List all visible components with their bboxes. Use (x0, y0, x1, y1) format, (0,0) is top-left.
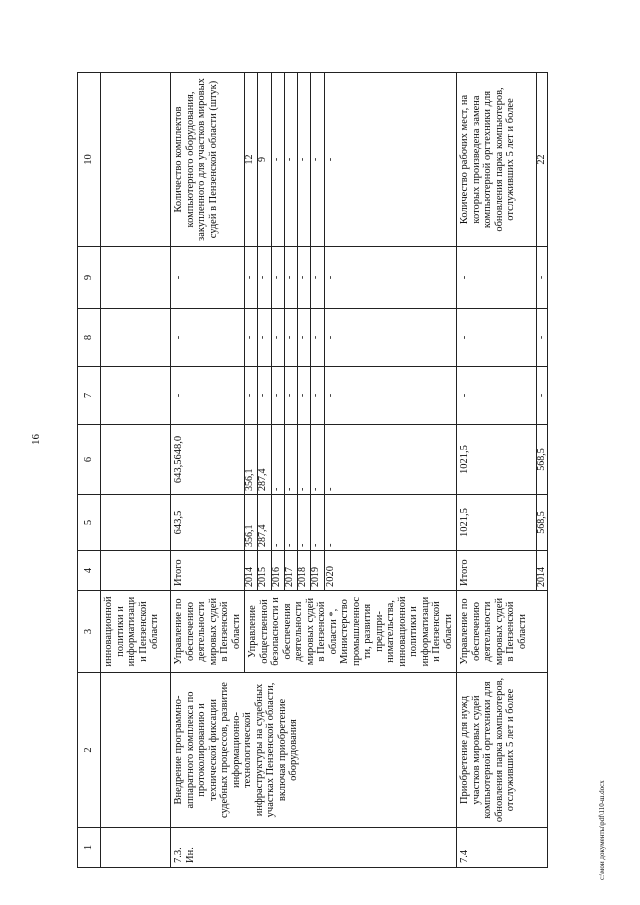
carry-over-row (101, 73, 171, 868)
column-header: 8 (78, 309, 101, 367)
value: - (311, 309, 324, 367)
value: - (271, 425, 284, 495)
value: - (271, 247, 284, 309)
total-value: 1021,5 (457, 495, 537, 551)
measure-description: Приобретение для нужд участков мировых судей компьютерной оргтехники для обновления парка компьютеров, отслуживших 5 лет и более (457, 673, 548, 828)
executor: Управление по обеспечению деятельности мировых судей в Пензенской области (457, 591, 548, 673)
value: - (271, 367, 284, 425)
value: - (245, 367, 258, 425)
value: - (311, 73, 324, 247)
value: - (245, 247, 258, 309)
value: - (298, 309, 311, 367)
year: 2016 (271, 551, 284, 591)
value: - (537, 247, 548, 309)
indicator: Количество рабочих мест, на которых произведена замена компьютерной оргтехники для обновления парка компьютеров, отслуживших 5 лет и более (457, 73, 537, 247)
value: 356,1 (245, 495, 258, 551)
total-value: 1021,5 (457, 425, 537, 495)
table-row (171, 73, 245, 868)
value: - (284, 367, 297, 425)
measure-description: Внедрение программно-аппаратного комплекса по протоколированию и технической фиксации судебных процессов, развитие информационно-технологической инфраструктуры на судебных участках Пензенской области, включая приобретение оборудования (171, 673, 457, 828)
value: 568,5 (537, 425, 548, 495)
rotated-page-content (77, 73, 597, 868)
year: 2014 (245, 551, 258, 591)
file-path-footer: c:\мои документы\pdf\110-ш.docx (598, 780, 606, 880)
value: - (324, 309, 457, 367)
value: 9 (258, 73, 271, 247)
value: - (298, 73, 311, 247)
column-header: 9 (78, 247, 101, 309)
total-label: Итого (457, 551, 537, 591)
value: - (324, 73, 457, 247)
total-value: - (171, 367, 245, 425)
column-header: 3 (78, 591, 101, 673)
year: 2015 (258, 551, 271, 591)
program-measures-table (77, 72, 548, 868)
value: - (271, 73, 284, 247)
year: 2020 (324, 551, 457, 591)
value: - (284, 309, 297, 367)
total-label: Итого (171, 551, 245, 591)
table-row (457, 73, 537, 868)
value: - (324, 367, 457, 425)
total-value: - (171, 309, 245, 367)
value: - (311, 425, 324, 495)
year: 2014 (537, 551, 548, 591)
value: 22 (537, 73, 548, 247)
value: - (537, 367, 548, 425)
value: - (245, 309, 258, 367)
value: - (258, 247, 271, 309)
page-number: 16 (30, 434, 42, 445)
value: - (271, 309, 284, 367)
row-number: 7.3. Ин. (171, 828, 457, 868)
row-number: 7.4 (457, 828, 548, 868)
value: 568,5 (537, 495, 548, 551)
year: 2018 (298, 551, 311, 591)
value: - (324, 425, 457, 495)
value: 12 (245, 73, 258, 247)
year: 2017 (284, 551, 297, 591)
total-value: - (457, 247, 537, 309)
carry-over-executor: инновационной политики и информатизации Пензенской области (101, 591, 171, 673)
value: - (284, 73, 297, 247)
total-value: - (457, 309, 537, 367)
value: 287,4 (258, 425, 271, 495)
value: - (311, 247, 324, 309)
executor: Управление по обеспечению деятельности мировых судей в Пензенской области (171, 591, 245, 673)
column-header: 10 (78, 73, 101, 247)
column-header: 2 (78, 673, 101, 828)
column-header: 1 (78, 828, 101, 868)
value: - (324, 247, 457, 309)
value: - (284, 247, 297, 309)
value: - (258, 367, 271, 425)
value: 356,1 (245, 425, 258, 495)
value: - (311, 495, 324, 551)
value: - (271, 495, 284, 551)
value: - (311, 367, 324, 425)
column-header: 4 (78, 551, 101, 591)
value: 287,4 (258, 495, 271, 551)
column-number-row (78, 73, 101, 868)
value: - (324, 495, 457, 551)
year: 2019 (311, 551, 324, 591)
total-value: 643,5 (171, 495, 245, 551)
total-value: 643,5648,0 (171, 425, 245, 495)
value: - (284, 425, 297, 495)
indicator: Количество комплектов компьютерного оборудования, закупленного для участков мировых судей в Пензенской области (штук) (171, 73, 245, 247)
total-value: - (457, 367, 537, 425)
executor: Управление общественной безопасности и обеспечения деятельности мировых судей в Пензенской области *, Министерство промышленности, развития предпри-нимательства, инновационной политики и информатизации Пензенской области (245, 591, 457, 673)
column-header: 6 (78, 425, 101, 495)
column-header: 7 (78, 367, 101, 425)
total-value: - (171, 247, 245, 309)
value: - (284, 495, 297, 551)
value: - (298, 495, 311, 551)
value: - (298, 425, 311, 495)
value: - (298, 247, 311, 309)
value: - (258, 309, 271, 367)
column-header: 5 (78, 495, 101, 551)
value: - (537, 309, 548, 367)
value: - (298, 367, 311, 425)
